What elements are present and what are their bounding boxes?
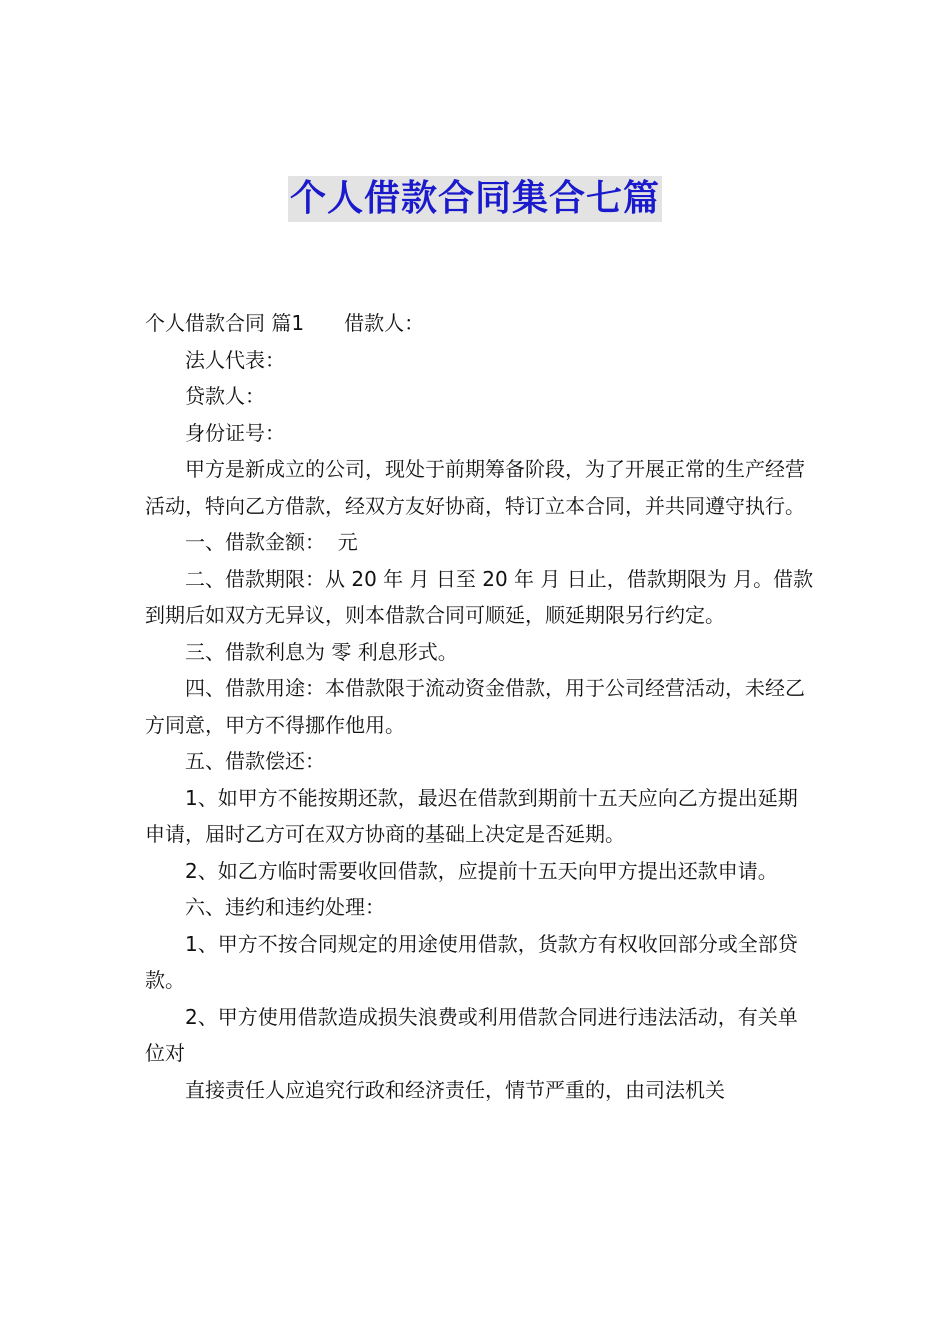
breach-item-2: 2、甲方使用借款造成损失浪费或利用借款合同进行违法活动，有关单位对: [145, 1004, 798, 1065]
breach-item-2-continued: 直接责任人应追究行政和经济责任，情节严重的，由司法机关: [185, 1077, 725, 1102]
clause-loan-term: 二、借款期限：从 20 年 月 日至 20 年 月 日止，借款期限为 月。借款到期后如双方无异议，则本借款合同可顺延，顺延期限另行约定。: [145, 566, 814, 627]
preamble-paragraph: 甲方是新成立的公司，现处于前期筹备阶段，为了开展正常的生产经营活动，特向乙方借款，经双方友好协商，特订立本合同，并共同遵守执行。: [145, 457, 805, 518]
document-title: 个人借款合同集合七篇: [288, 176, 662, 222]
clause-loan-amount: 一、借款金额： 元: [185, 530, 358, 554]
legal-representative-field: 法人代表：: [185, 347, 285, 372]
clause-loan-purpose: 四、借款用途：本借款限于流动资金借款，用于公司经营活动，未经乙方同意，甲方不得挪作他用。: [145, 676, 805, 737]
repayment-item-1: 1、如甲方不能按期还款，最迟在借款到期前十五天应向乙方提出延期申请，届时乙方可在双方协商的基础上决定是否延期。: [145, 785, 798, 846]
clause-interest: 三、借款利息为 零 利息形式。: [185, 639, 458, 664]
id-number-field: 身份证号：: [185, 420, 285, 445]
title-container: [0, 176, 950, 222]
breach-item-1: 1、甲方不按合同规定的用途使用借款，货款方有权收回部分或全部贷款。: [145, 931, 798, 992]
clause-breach-heading: 六、违约和违约处理：: [185, 895, 385, 919]
contract-heading-paragraph: 个人借款合同 篇1 借款人：: [145, 311, 425, 335]
clause-repayment-heading: 五、借款偿还：: [185, 749, 325, 773]
lender-field: 贷款人：: [185, 384, 265, 408]
repayment-item-2: 2、如乙方临时需要收回借款，应提前十五天向甲方提出还款申请。: [185, 858, 778, 883]
document-body: [145, 305, 817, 1108]
